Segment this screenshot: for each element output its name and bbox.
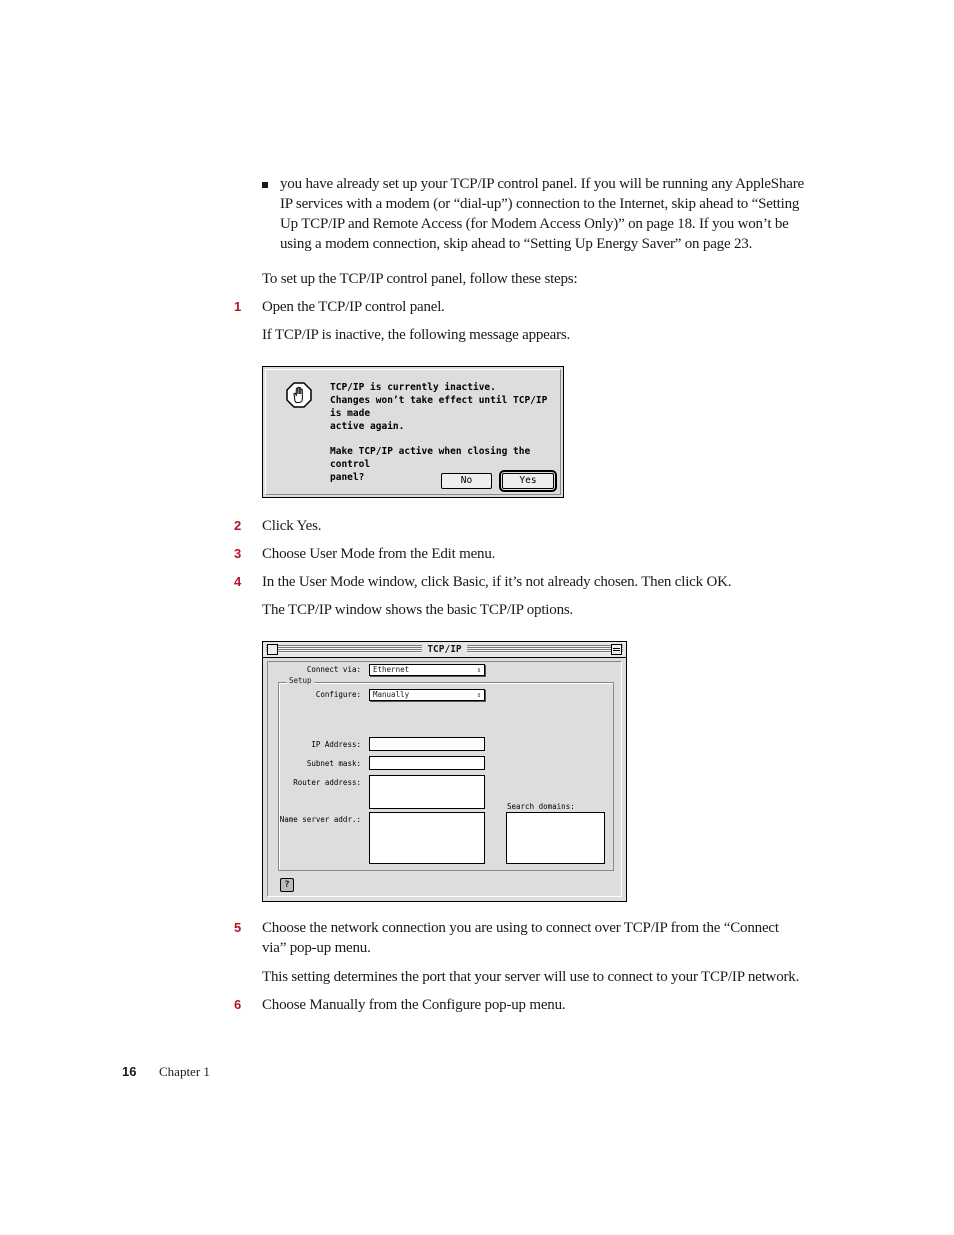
- ip-address-field[interactable]: [369, 737, 485, 751]
- step-text: Click Yes.: [262, 518, 322, 534]
- configure-popup[interactable]: [369, 689, 485, 701]
- popup-arrows-icon: ⇕: [476, 691, 481, 699]
- configure-label: Configure:: [315, 690, 361, 699]
- search-domains-label: Search domains:: [507, 802, 575, 811]
- alert-question-line: Make TCP/IP active when closing the control: [330, 446, 531, 470]
- help-icon[interactable]: ?: [280, 878, 294, 892]
- note-port: This setting determines the port that your server will use to connect to your TCP/IP network.: [262, 969, 800, 985]
- tcpip-window: [262, 641, 627, 902]
- note-inactive: If TCP/IP is inactive, the following message appears.: [262, 327, 571, 343]
- alert-line: active again.: [330, 421, 405, 432]
- title-bar[interactable]: [263, 642, 626, 658]
- bullet-line: IP services with a modem (or “dial-up”) connection to the Internet, skip ahead to “Setting: [280, 196, 800, 212]
- router-address-label: Router address:: [293, 778, 361, 787]
- step-number: 1: [234, 299, 242, 314]
- window-content: [267, 661, 622, 897]
- yes-button[interactable]: Yes: [502, 473, 554, 489]
- tcpip-inactive-alert: [262, 366, 564, 498]
- step-text: Open the TCP/IP control panel.: [262, 299, 445, 315]
- intro-text: To set up the TCP/IP control panel, follow these steps:: [262, 271, 578, 287]
- bullet-line: you have already set up your TCP/IP control panel. If you will be running any AppleShare: [280, 176, 804, 192]
- page-number: 16: [122, 1064, 137, 1079]
- step-text: Choose Manually from the Configure pop-up menu.: [262, 997, 566, 1013]
- window-title: TCP/IP: [263, 643, 626, 656]
- name-server-field[interactable]: [369, 812, 485, 864]
- step-number: 3: [234, 546, 242, 561]
- bullet-marker: [262, 182, 268, 188]
- stop-hand-icon: [286, 382, 312, 408]
- alert-frame: [265, 369, 561, 495]
- step-number: 6: [234, 997, 242, 1012]
- popup-arrows-icon: ⇕: [476, 666, 481, 674]
- alert-line: Changes won’t take effect until TCP/IP is made: [330, 395, 548, 419]
- no-button[interactable]: No: [441, 473, 492, 489]
- connect-via-popup[interactable]: [369, 664, 485, 676]
- alert-line: TCP/IP is currently inactive.: [330, 382, 496, 393]
- search-domains-field[interactable]: [506, 812, 605, 864]
- collapse-box-icon[interactable]: [611, 644, 622, 655]
- setup-group-label: Setup: [289, 676, 312, 685]
- step-text: Choose User Mode from the Edit menu.: [262, 546, 496, 562]
- bullet-line: using a modem connection, skip ahead to “Setting Up Energy Saver” on page 23.: [280, 236, 753, 252]
- connect-via-value: Ethernet: [373, 665, 410, 674]
- step-number: 5: [234, 920, 242, 935]
- step-line: Choose the network connection you are using to connect over TCP/IP from the “Connect: [262, 920, 779, 936]
- step-line: via” pop-up menu.: [262, 940, 371, 956]
- connect-via-label: Connect via:: [306, 665, 361, 674]
- subnet-mask-field[interactable]: [369, 756, 485, 770]
- step-number: 4: [234, 574, 242, 589]
- step-text: In the User Mode window, click Basic, if it’s not already chosen. Then click OK.: [262, 574, 732, 590]
- alert-question-line: panel?: [330, 472, 365, 483]
- ip-address-label: IP Address:: [311, 740, 361, 749]
- name-server-label: Name server addr.:: [279, 815, 361, 824]
- alert-message: [330, 381, 562, 484]
- router-address-field[interactable]: [369, 775, 485, 809]
- note-basic: The TCP/IP window shows the basic TCP/IP options.: [262, 602, 574, 618]
- step-number: 2: [234, 518, 242, 533]
- subnet-mask-label: Subnet mask:: [306, 759, 361, 768]
- step-text: [262, 918, 802, 958]
- bullet-line: Up TCP/IP and Remote Access (for Modem Access Only)” on page 18. If you won’t be: [280, 216, 789, 232]
- chapter-label: Chapter 1: [159, 1064, 210, 1079]
- configure-value: Manually: [373, 690, 410, 699]
- bullet-paragraph: [280, 174, 810, 254]
